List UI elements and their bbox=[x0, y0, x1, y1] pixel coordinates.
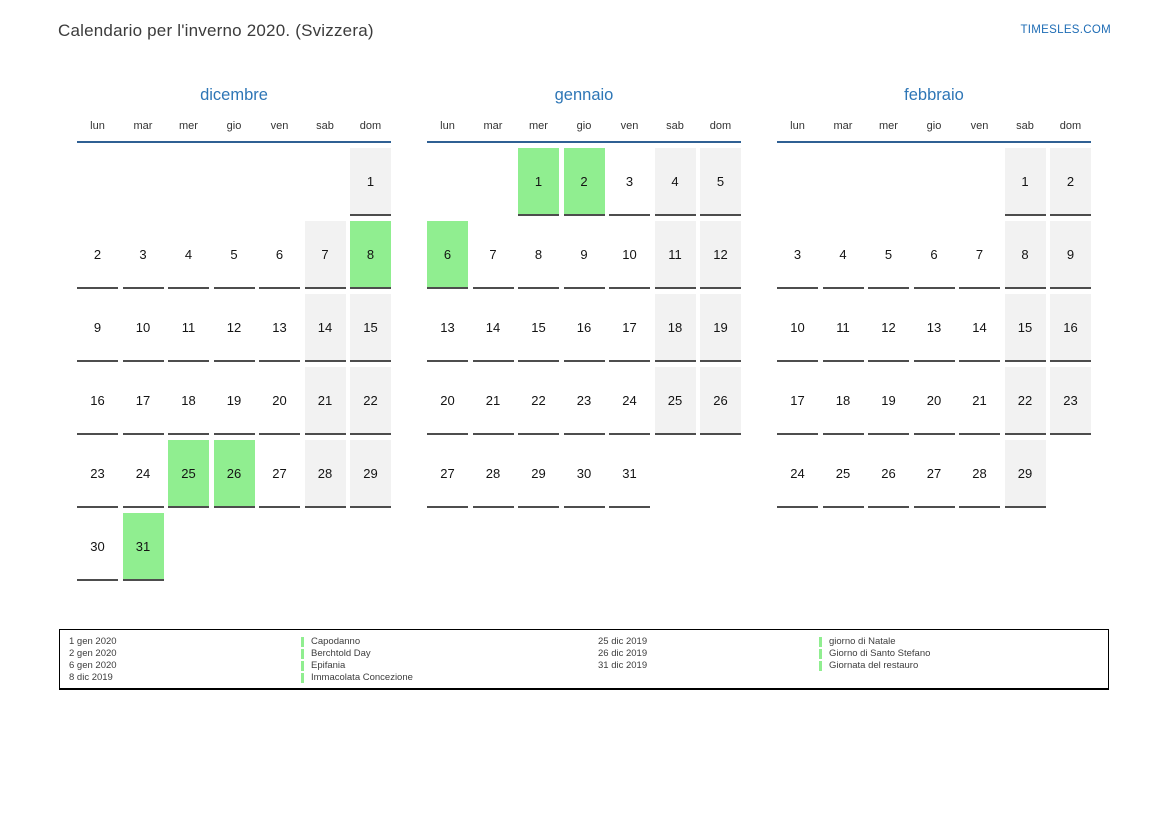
day-cell: 12 bbox=[214, 294, 255, 362]
weekday-label: sab bbox=[316, 120, 334, 132]
weekend-day-cell: 22 bbox=[1005, 367, 1046, 435]
day-cell: 19 bbox=[868, 367, 909, 435]
day-cell: 3 bbox=[777, 221, 818, 289]
weekday-label: gio bbox=[926, 120, 942, 132]
weekday-header-row bbox=[77, 120, 391, 133]
week-row bbox=[77, 513, 391, 581]
day-cell: 20 bbox=[427, 367, 468, 435]
empty-cell bbox=[868, 148, 909, 216]
weekend-day-cell: 15 bbox=[350, 294, 391, 362]
legend-name-column bbox=[301, 636, 413, 684]
weekday-label: ven bbox=[620, 120, 639, 132]
week-row bbox=[777, 148, 1091, 216]
empty-cell bbox=[214, 513, 255, 581]
day-cell: 15 bbox=[518, 294, 559, 362]
legend-entry bbox=[301, 672, 413, 684]
weekend-day-cell: 25 bbox=[655, 367, 696, 435]
weekend-day-cell: 22 bbox=[350, 367, 391, 435]
calendar-months bbox=[77, 84, 1091, 581]
weekday-underline bbox=[777, 141, 1091, 143]
legend-holiday-name: Giornata del restauro bbox=[829, 660, 919, 671]
week-row bbox=[427, 367, 741, 435]
weekend-day-cell: 28 bbox=[305, 440, 346, 508]
day-cell: 23 bbox=[564, 367, 605, 435]
weekday-label: mar bbox=[833, 120, 853, 132]
empty-cell bbox=[914, 148, 955, 216]
legend-holiday-name: Berchtold Day bbox=[311, 648, 371, 659]
day-cell: 24 bbox=[777, 440, 818, 508]
legend-date-column bbox=[598, 636, 647, 672]
day-cell: 11 bbox=[168, 294, 209, 362]
month-title: gennaio bbox=[554, 86, 614, 104]
holiday-day-cell: 1 bbox=[518, 148, 559, 216]
day-cell: 28 bbox=[473, 440, 514, 508]
day-cell: 6 bbox=[914, 221, 955, 289]
weekend-day-cell: 5 bbox=[700, 148, 741, 216]
empty-cell bbox=[959, 148, 1000, 216]
empty-cell bbox=[259, 513, 300, 581]
empty-cell bbox=[259, 148, 300, 216]
week-row bbox=[77, 367, 391, 435]
day-cell: 19 bbox=[214, 367, 255, 435]
day-cell: 12 bbox=[868, 294, 909, 362]
site-link[interactable]: TIMESLES.COM bbox=[1020, 24, 1111, 36]
day-cell: 28 bbox=[959, 440, 1000, 508]
weekday-label: mar bbox=[133, 120, 153, 132]
weekday-label: sab bbox=[666, 120, 684, 132]
legend-entry bbox=[819, 636, 930, 648]
legend-entry bbox=[819, 648, 930, 660]
holiday-day-cell: 25 bbox=[168, 440, 209, 508]
day-cell: 17 bbox=[777, 367, 818, 435]
legend-entry bbox=[301, 660, 413, 672]
weekday-label: lun bbox=[790, 120, 805, 132]
legend-date: 8 dic 2019 bbox=[69, 672, 113, 683]
day-cell: 24 bbox=[609, 367, 650, 435]
day-cell: 25 bbox=[823, 440, 864, 508]
page-title: Calendario per l'inverno 2020. (Svizzera) bbox=[58, 21, 374, 40]
weekday-label: mer bbox=[179, 120, 198, 132]
legend-holiday-name: Capodanno bbox=[311, 636, 361, 647]
day-cell: 27 bbox=[427, 440, 468, 508]
day-cell: 29 bbox=[518, 440, 559, 508]
week-row bbox=[777, 221, 1091, 289]
day-cell: 10 bbox=[123, 294, 164, 362]
day-cell: 30 bbox=[77, 513, 118, 581]
month-title: febbraio bbox=[904, 86, 964, 104]
day-cell: 20 bbox=[259, 367, 300, 435]
day-cell: 5 bbox=[868, 221, 909, 289]
day-cell: 6 bbox=[259, 221, 300, 289]
day-cell: 8 bbox=[518, 221, 559, 289]
day-cell: 7 bbox=[959, 221, 1000, 289]
legend-entry bbox=[819, 660, 930, 672]
empty-cell bbox=[77, 148, 118, 216]
holiday-marker-icon bbox=[819, 637, 822, 647]
empty-cell bbox=[214, 148, 255, 216]
weekday-underline bbox=[427, 141, 741, 143]
weekend-day-cell: 4 bbox=[655, 148, 696, 216]
weekday-label: ven bbox=[970, 120, 989, 132]
day-cell: 31 bbox=[609, 440, 650, 508]
day-cell: 3 bbox=[609, 148, 650, 216]
day-cell: 16 bbox=[564, 294, 605, 362]
weekend-day-cell: 2 bbox=[1050, 148, 1091, 216]
weekday-header-row bbox=[427, 120, 741, 133]
weekend-day-cell: 14 bbox=[305, 294, 346, 362]
weekday-label: gio bbox=[226, 120, 242, 132]
day-cell: 18 bbox=[168, 367, 209, 435]
week-row bbox=[427, 221, 741, 289]
day-cell: 17 bbox=[123, 367, 164, 435]
empty-cell bbox=[655, 440, 696, 508]
day-cell: 9 bbox=[77, 294, 118, 362]
month-dicembre bbox=[77, 84, 391, 581]
holiday-marker-icon bbox=[301, 661, 304, 671]
day-cell: 30 bbox=[564, 440, 605, 508]
day-cell: 21 bbox=[473, 367, 514, 435]
day-cell: 4 bbox=[823, 221, 864, 289]
empty-cell bbox=[777, 148, 818, 216]
weekday-label: ven bbox=[270, 120, 289, 132]
day-cell: 7 bbox=[473, 221, 514, 289]
holiday-day-cell: 8 bbox=[350, 221, 391, 289]
empty-cell bbox=[823, 148, 864, 216]
weekend-day-cell: 7 bbox=[305, 221, 346, 289]
weekday-label: lun bbox=[440, 120, 455, 132]
weekend-day-cell: 26 bbox=[700, 367, 741, 435]
week-row bbox=[777, 440, 1091, 508]
weekend-day-cell: 1 bbox=[1005, 148, 1046, 216]
legend-date: 31 dic 2019 bbox=[598, 660, 648, 671]
holiday-legend-box bbox=[59, 629, 1109, 690]
week-row bbox=[427, 294, 741, 362]
weekday-underline bbox=[77, 141, 391, 143]
legend-date: 25 dic 2019 bbox=[598, 636, 648, 647]
legend-date: 26 dic 2019 bbox=[598, 648, 648, 659]
holiday-day-cell: 26 bbox=[214, 440, 255, 508]
empty-cell bbox=[1050, 440, 1091, 508]
day-cell: 18 bbox=[823, 367, 864, 435]
day-cell: 21 bbox=[959, 367, 1000, 435]
legend-holiday-name: Epifania bbox=[311, 660, 346, 671]
day-cell: 27 bbox=[259, 440, 300, 508]
empty-cell bbox=[700, 440, 741, 508]
week-row bbox=[777, 294, 1091, 362]
weekend-day-cell: 1 bbox=[350, 148, 391, 216]
weekend-day-cell: 21 bbox=[305, 367, 346, 435]
day-cell: 23 bbox=[77, 440, 118, 508]
legend-name-column bbox=[819, 636, 930, 672]
weekday-label: mer bbox=[529, 120, 548, 132]
day-cell: 9 bbox=[564, 221, 605, 289]
weekend-day-cell: 29 bbox=[350, 440, 391, 508]
legend-date: 6 gen 2020 bbox=[69, 660, 117, 671]
weekend-day-cell: 9 bbox=[1050, 221, 1091, 289]
weekend-day-cell: 29 bbox=[1005, 440, 1046, 508]
weekday-label: dom bbox=[709, 120, 732, 132]
day-cell: 5 bbox=[214, 221, 255, 289]
month-gennaio bbox=[427, 84, 741, 581]
weekday-label: dom bbox=[359, 120, 382, 132]
legend-date: 2 gen 2020 bbox=[69, 648, 117, 659]
week-row bbox=[77, 221, 391, 289]
weekday-label: mar bbox=[483, 120, 503, 132]
day-cell: 4 bbox=[168, 221, 209, 289]
legend-holiday-name: giorno di Natale bbox=[829, 636, 896, 647]
day-cell: 20 bbox=[914, 367, 955, 435]
empty-cell bbox=[305, 148, 346, 216]
day-cell: 2 bbox=[77, 221, 118, 289]
holiday-day-cell: 2 bbox=[564, 148, 605, 216]
weekend-day-cell: 11 bbox=[655, 221, 696, 289]
day-cell: 10 bbox=[609, 221, 650, 289]
legend-holiday-name: Giorno di Santo Stefano bbox=[829, 648, 931, 659]
weekday-label: sab bbox=[1016, 120, 1034, 132]
empty-cell bbox=[168, 148, 209, 216]
day-cell: 17 bbox=[609, 294, 650, 362]
weekend-day-cell: 15 bbox=[1005, 294, 1046, 362]
weekday-label: gio bbox=[576, 120, 592, 132]
weekend-day-cell: 19 bbox=[700, 294, 741, 362]
day-cell: 11 bbox=[823, 294, 864, 362]
day-cell: 13 bbox=[427, 294, 468, 362]
holiday-day-cell: 31 bbox=[123, 513, 164, 581]
empty-cell bbox=[427, 148, 468, 216]
weekend-day-cell: 12 bbox=[700, 221, 741, 289]
day-cell: 27 bbox=[914, 440, 955, 508]
day-cell: 26 bbox=[868, 440, 909, 508]
day-cell: 14 bbox=[959, 294, 1000, 362]
legend-date-column bbox=[69, 636, 117, 684]
week-row bbox=[77, 440, 391, 508]
week-row bbox=[77, 294, 391, 362]
holiday-day-cell: 6 bbox=[427, 221, 468, 289]
legend-entry bbox=[301, 648, 413, 660]
weekday-label: lun bbox=[90, 120, 105, 132]
weekday-label: mer bbox=[879, 120, 898, 132]
legend-entry bbox=[301, 636, 413, 648]
day-cell: 14 bbox=[473, 294, 514, 362]
week-row bbox=[77, 148, 391, 216]
weekend-day-cell: 23 bbox=[1050, 367, 1091, 435]
weekday-label: dom bbox=[1059, 120, 1082, 132]
day-cell: 13 bbox=[914, 294, 955, 362]
weekend-day-cell: 8 bbox=[1005, 221, 1046, 289]
holiday-marker-icon bbox=[301, 649, 304, 659]
day-cell: 10 bbox=[777, 294, 818, 362]
month-febbraio bbox=[777, 84, 1091, 581]
day-cell: 22 bbox=[518, 367, 559, 435]
holiday-marker-icon bbox=[819, 661, 822, 671]
holiday-marker-icon bbox=[819, 649, 822, 659]
week-row bbox=[777, 367, 1091, 435]
legend-holiday-name: Immacolata Concezione bbox=[311, 672, 413, 683]
day-cell: 3 bbox=[123, 221, 164, 289]
holiday-marker-icon bbox=[301, 673, 304, 683]
empty-cell bbox=[350, 513, 391, 581]
day-cell: 16 bbox=[77, 367, 118, 435]
week-row bbox=[427, 148, 741, 216]
month-title: dicembre bbox=[200, 86, 268, 104]
week-row bbox=[427, 440, 741, 508]
day-cell: 13 bbox=[259, 294, 300, 362]
weekend-day-cell: 18 bbox=[655, 294, 696, 362]
empty-cell bbox=[168, 513, 209, 581]
weekend-day-cell: 16 bbox=[1050, 294, 1091, 362]
holiday-marker-icon bbox=[301, 637, 304, 647]
empty-cell bbox=[473, 148, 514, 216]
day-cell: 24 bbox=[123, 440, 164, 508]
weekday-header-row bbox=[777, 120, 1091, 133]
empty-cell bbox=[123, 148, 164, 216]
empty-cell bbox=[305, 513, 346, 581]
legend-date: 1 gen 2020 bbox=[69, 636, 117, 647]
